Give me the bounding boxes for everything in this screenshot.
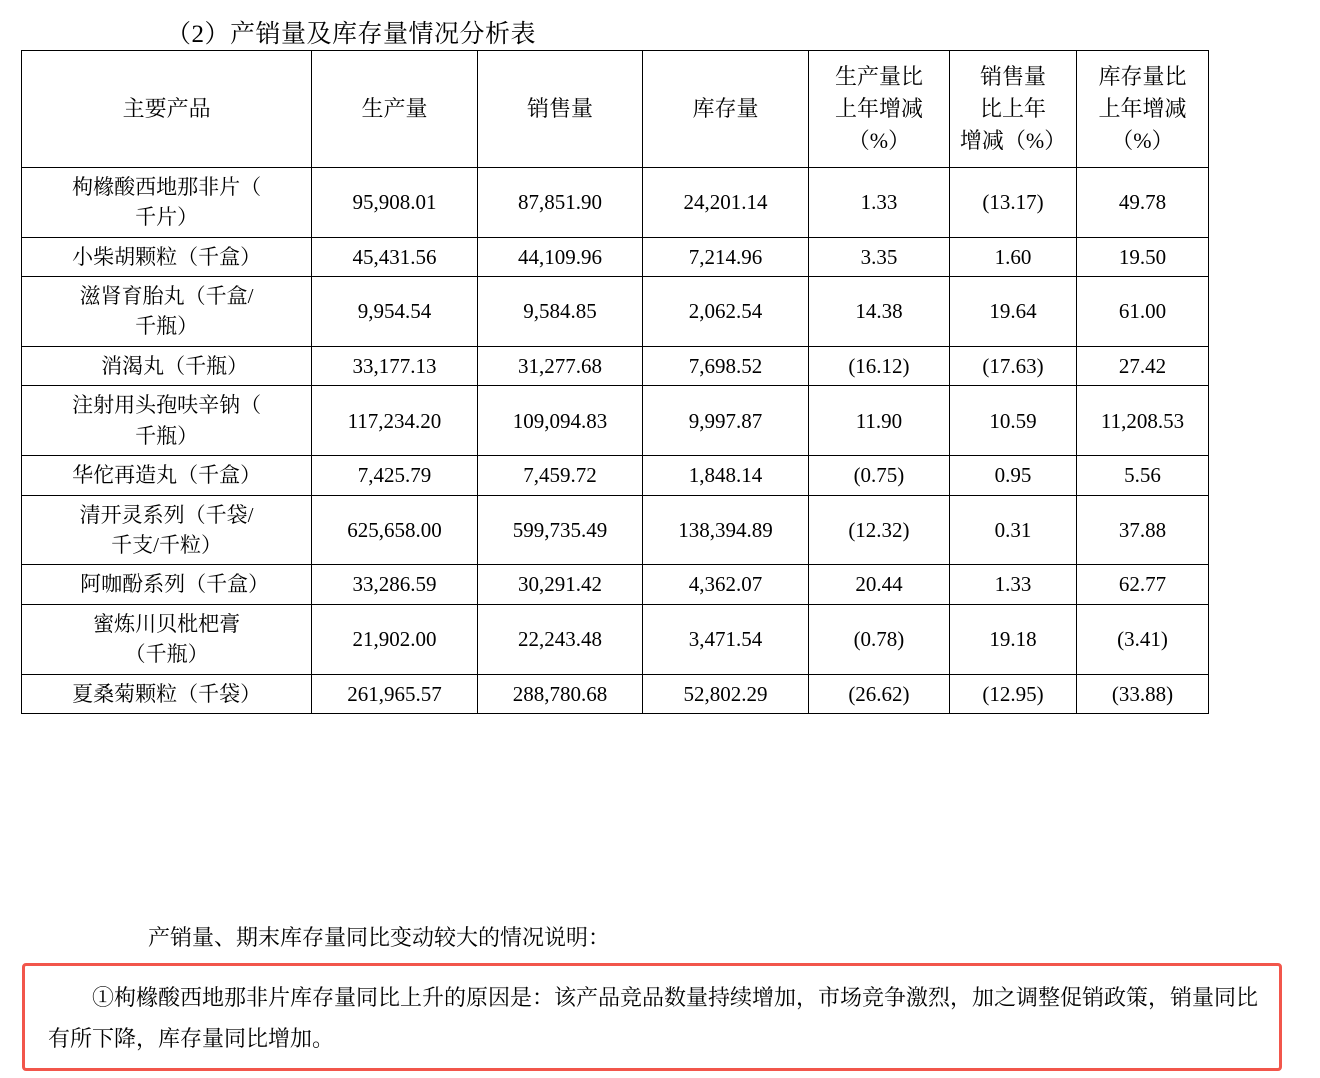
cell-product-line1: 阿咖酚系列（千盒）: [80, 572, 270, 597]
cell-inventory: 7,214.96: [643, 237, 809, 276]
cell-product: [22, 167, 312, 237]
column-header-inventory-yoy-line2: 上年增减: [1098, 95, 1187, 121]
table-row: [22, 167, 1209, 237]
cell-production-yoy: (0.78): [808, 604, 949, 674]
cell-sales: 30,291.42: [477, 565, 643, 604]
cell-product-line1: 注射用头孢呋辛钠（: [72, 393, 262, 418]
cell-sales: 44,109.96: [477, 237, 643, 276]
cell-production: 625,658.00: [312, 495, 478, 565]
cell-inventory-yoy: 61.00: [1076, 276, 1208, 346]
cell-sales-yoy: 1.33: [950, 565, 1077, 604]
cell-inventory: 24,201.14: [643, 167, 809, 237]
table-header-row: [22, 51, 1209, 168]
cell-inventory: 2,062.54: [643, 276, 809, 346]
cell-inventory-yoy: 27.42: [1076, 346, 1208, 385]
cell-product: [22, 346, 312, 385]
cell-sales-yoy: (17.63): [950, 346, 1077, 385]
cell-sales-yoy: 0.31: [950, 495, 1077, 565]
note-label: 产销量、期末库存量同比变动较大的情况说明：: [148, 925, 611, 950]
cell-product-line2: （千瓶）: [124, 642, 209, 667]
column-header-sales: [477, 51, 643, 168]
column-header-sales-yoy-line2: 比上年: [980, 95, 1047, 121]
cell-production-yoy: 3.35: [808, 237, 949, 276]
cell-product-line1: 夏桑菊颗粒（千袋）: [72, 681, 262, 706]
cell-product: [22, 674, 312, 713]
cell-production: 33,177.13: [312, 346, 478, 385]
cell-production-yoy: (0.75): [808, 456, 949, 495]
cell-production-yoy: 1.33: [808, 167, 949, 237]
column-header-inventory: [643, 51, 809, 168]
cell-sales: 109,094.83: [477, 386, 643, 456]
cell-production: 261,965.57: [312, 674, 478, 713]
cell-product-line2: 千瓶）: [135, 314, 199, 339]
cell-product-line1: 小柴胡颗粒（千盒）: [72, 244, 262, 269]
cell-sales: 7,459.72: [477, 456, 643, 495]
cell-product-line2: 千片）: [135, 205, 199, 230]
cell-inventory: 4,362.07: [643, 565, 809, 604]
cell-production: 21,902.00: [312, 604, 478, 674]
column-header-inventory-yoy-line1: 库存量比: [1098, 64, 1187, 89]
cell-inventory-yoy: 19.50: [1076, 237, 1208, 276]
cell-inventory-yoy: 5.56: [1076, 456, 1208, 495]
page-title: （2）产销量及库存量情况分析表: [166, 21, 537, 48]
cell-inventory: 1,848.14: [643, 456, 809, 495]
column-header-product: [22, 51, 312, 168]
cell-sales-yoy: 0.95: [950, 456, 1077, 495]
column-header-product-line1: 主要产品: [122, 95, 211, 121]
cell-product-line2: 千瓶）: [135, 423, 199, 448]
column-header-inventory-yoy-line3: （%）: [1111, 127, 1174, 153]
cell-sales-yoy: 1.60: [950, 237, 1077, 276]
column-header-production-yoy: [808, 51, 949, 168]
cell-production: 9,954.54: [312, 276, 478, 346]
cell-inventory: 52,802.29: [643, 674, 809, 713]
table-row: [22, 237, 1209, 276]
cell-inventory-yoy: 49.78: [1076, 167, 1208, 237]
table-row: [22, 346, 1209, 385]
cell-sales: 9,584.85: [477, 276, 643, 346]
column-header-production-yoy-line1: 生产量比: [834, 64, 923, 89]
note-body: [48, 978, 1258, 1059]
table-row: [22, 276, 1209, 346]
column-header-sales-yoy: [950, 51, 1077, 168]
note-body-text: ①枸橼酸西地那非片库存量同比上升的原因是：该产品竞品数量持续增加，市场竞争激烈，加之调整促销政策，销量同比有所下降，库存量同比增加。: [48, 985, 1259, 1051]
cell-inventory-yoy: 62.77: [1076, 565, 1208, 604]
cell-inventory-yoy: (3.41): [1076, 604, 1208, 674]
cell-product: [22, 276, 312, 346]
cell-sales: 599,735.49: [477, 495, 643, 565]
column-header-production-yoy-line2: 上年增减: [834, 95, 923, 121]
cell-production: 95,908.01: [312, 167, 478, 237]
cell-product-line1: 消渴丸（千瓶）: [101, 353, 249, 378]
cell-production: 7,425.79: [312, 456, 478, 495]
cell-production-yoy: 14.38: [808, 276, 949, 346]
column-header-sales-line1: 销售量: [526, 95, 593, 121]
cell-sales: 22,243.48: [477, 604, 643, 674]
cell-production: 33,286.59: [312, 565, 478, 604]
column-header-production-line1: 生产量: [361, 95, 428, 121]
cell-sales: 31,277.68: [477, 346, 643, 385]
cell-sales-yoy: 19.64: [950, 276, 1077, 346]
cell-product-line1: 华佗再造丸（千盒）: [72, 463, 262, 488]
cell-product-line1: 清开灵系列（千袋/: [79, 502, 254, 527]
table-row: [22, 456, 1209, 495]
cell-product-line1: 蜜炼川贝枇杷膏: [93, 611, 241, 636]
column-header-sales-yoy-line3: 增减（%）: [959, 127, 1067, 153]
column-header-sales-yoy-line1: 销售量: [980, 64, 1047, 89]
cell-sales-yoy: (12.95): [950, 674, 1077, 713]
cell-production: 117,234.20: [312, 386, 478, 456]
cell-production: 45,431.56: [312, 237, 478, 276]
cell-inventory-yoy: (33.88): [1076, 674, 1208, 713]
column-header-production: [312, 51, 478, 168]
cell-inventory: 7,698.52: [643, 346, 809, 385]
cell-inventory: 3,471.54: [643, 604, 809, 674]
cell-production-yoy: 11.90: [808, 386, 949, 456]
cell-product-line2: 千支/千粒）: [111, 533, 223, 558]
production-sales-inventory-table: [21, 50, 1209, 714]
cell-product: [22, 604, 312, 674]
cell-product: [22, 495, 312, 565]
cell-production-yoy: (26.62): [808, 674, 949, 713]
cell-product: [22, 565, 312, 604]
column-header-inventory-line1: 库存量: [692, 95, 759, 121]
cell-production-yoy: (12.32): [808, 495, 949, 565]
cell-inventory: 9,997.87: [643, 386, 809, 456]
cell-sales-yoy: 10.59: [950, 386, 1077, 456]
cell-production-yoy: 20.44: [808, 565, 949, 604]
cell-product-line1: 枸橼酸西地那非片（: [72, 174, 262, 199]
table-row: [22, 565, 1209, 604]
table-row: [22, 386, 1209, 456]
column-header-production-yoy-line3: （%）: [847, 127, 911, 153]
cell-product-line1: 滋肾育胎丸（千盒/: [79, 283, 254, 308]
cell-inventory-yoy: 37.88: [1076, 495, 1208, 565]
cell-product: [22, 237, 312, 276]
table-row: [22, 604, 1209, 674]
cell-product: [22, 456, 312, 495]
cell-sales: 288,780.68: [477, 674, 643, 713]
cell-sales-yoy: 19.18: [950, 604, 1077, 674]
cell-production-yoy: (16.12): [808, 346, 949, 385]
cell-inventory: 138,394.89: [643, 495, 809, 565]
cell-inventory-yoy: 11,208.53: [1076, 386, 1208, 456]
table-row: [22, 495, 1209, 565]
cell-sales-yoy: (13.17): [950, 167, 1077, 237]
cell-product: [22, 386, 312, 456]
cell-sales: 87,851.90: [477, 167, 643, 237]
table-row: [22, 674, 1209, 713]
column-header-inventory-yoy: [1076, 51, 1208, 168]
